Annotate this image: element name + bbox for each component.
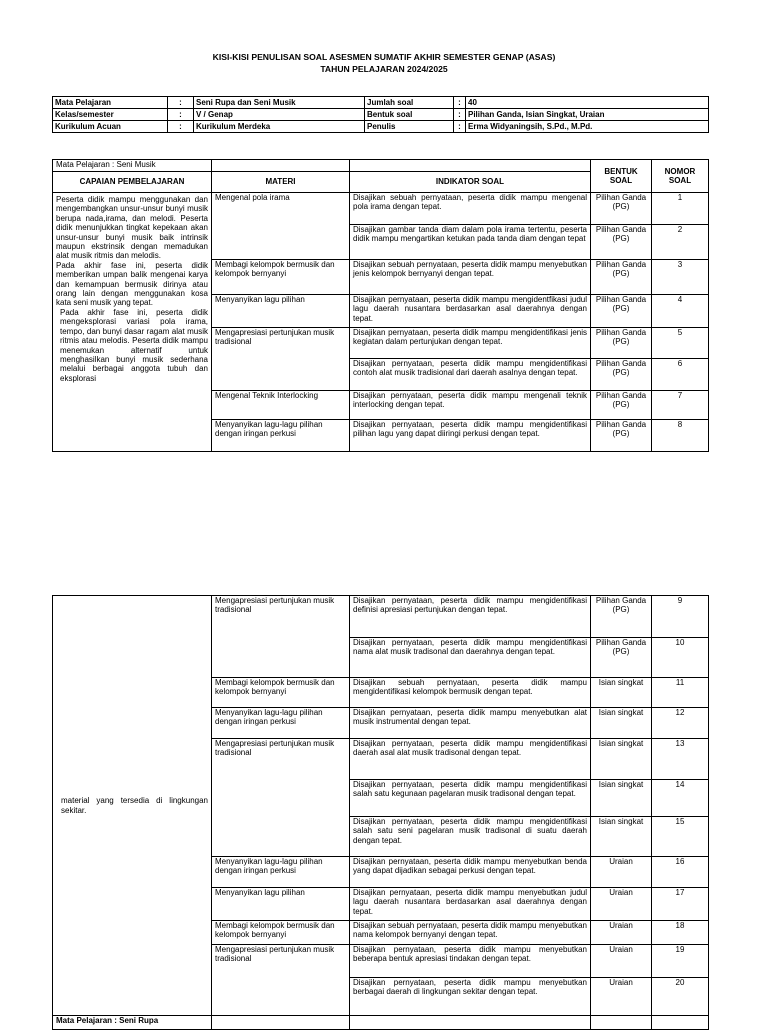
materi-cell: Menyanyikan lagu-lagu pilihan dengan iringan perkusi <box>212 420 350 452</box>
kisi-kisi-table-continued <box>52 595 709 1030</box>
nomor-cell: 20 <box>652 978 709 1016</box>
bentuk-cell: Isian singkat <box>591 780 652 817</box>
nomor-cell: 15 <box>652 817 709 857</box>
header-materi: MATERI <box>212 172 350 193</box>
materi-cell: Mengapresiasi pertunjukan musik tradisional <box>212 596 350 678</box>
info-label: Jumlah soal <box>365 97 454 109</box>
bentuk-cell: Pilihan Ganda (PG) <box>591 596 652 638</box>
nomor-cell: 13 <box>652 739 709 780</box>
materi-cell: Menyanyikan lagu pilihan <box>212 888 350 921</box>
indikator-cell: Disajikan pernyataan, peserta didik mampu menyebutkan alat musik instrumental dengan tepat. <box>350 708 591 739</box>
indikator-cell: Disajikan pernyataan, peserta didik mampu mengidentifikasi contoh alat musik tradisional dari daerah asalnya dengan tepat. <box>350 359 591 391</box>
info-label: Penulis <box>365 121 454 133</box>
materi-cell: Mengapresiasi pertunjukan musik tradisional <box>212 945 350 1016</box>
bentuk-cell: Uraian <box>591 978 652 1016</box>
info-value: Kurikulum Merdeka <box>194 121 365 133</box>
bentuk-cell: Uraian <box>591 945 652 978</box>
indikator-cell: Disajikan pernyataan, peserta didik mampu mengidentifikasi nama alat musik tradisonal dan daerahnya dengan tepat. <box>350 638 591 678</box>
nomor-cell: 16 <box>652 857 709 888</box>
indikator-cell: Disajikan pernyataan, peserta didik mampu menyebutkan beberapa bentuk apresiasi tindakan dengan tepat. <box>350 945 591 978</box>
bentuk-cell: Pilihan Ganda (PG) <box>591 638 652 678</box>
bentuk-cell: Uraian <box>591 857 652 888</box>
info-row <box>53 121 709 133</box>
bentuk-cell: Isian singkat <box>591 739 652 780</box>
materi-cell: Membagi kelompok bermusik dan kelompok bernyanyi <box>212 921 350 945</box>
info-table <box>52 96 709 133</box>
bentuk-cell: Isian singkat <box>591 678 652 708</box>
cp-paragraph: Peserta didik mampu menggunakan dan mengembangkan unsur-unsur bunyi musik berupa nada,irama, dan melodi. Peserta didik menunjukkan tingkat kepekaan akan unsur-unsur bunyi musik baik intrinsik maupun ekstrinsik dengan memadukan alat musik ritmis dan melodis. <box>56 195 208 261</box>
bentuk-cell: Uraian <box>591 921 652 945</box>
bentuk-cell: Isian singkat <box>591 817 652 857</box>
nomor-cell: 1 <box>652 193 709 225</box>
info-label: Kelas/semester <box>53 109 168 121</box>
nomor-cell: 4 <box>652 295 709 328</box>
info-value: Erma Widyaningsih, S.Pd., M.Pd. <box>466 121 709 133</box>
materi-cell: Mengapresiasi pertunjukan musik tradisional <box>212 739 350 857</box>
nomor-cell: 14 <box>652 780 709 817</box>
indikator-cell: Disajikan pernyataan, peserta didik mampu mengenali teknik interlocking dengan tepat. <box>350 391 591 420</box>
colon: : <box>168 97 194 109</box>
colon: : <box>454 97 466 109</box>
materi-cell: Menyanyikan lagu-lagu pilihan dengan iringan perkusi <box>212 708 350 739</box>
capaian-cell <box>53 193 212 452</box>
materi-cell: Membagi kelompok bermusik dan kelompok bernyanyi <box>212 260 350 295</box>
info-label: Mata Pelajaran <box>53 97 168 109</box>
indikator-cell: Disajikan pernyataan, peserta didik mampu menyebutkan berbagai daerah di lingkungan sekitar dengan tepat. <box>350 978 591 1016</box>
bentuk-cell: Pilihan Ganda (PG) <box>591 193 652 225</box>
info-value: Pilihan Ganda, Isian Singkat, Uraian <box>466 109 709 121</box>
nomor-cell: 17 <box>652 888 709 921</box>
indikator-cell: Disajikan sebuah pernyataan, peserta didik mampu mengenal pola irama dengan tepat. <box>350 193 591 225</box>
info-value: Seni Rupa dan Seni Musik <box>194 97 365 109</box>
info-value: 40 <box>466 97 709 109</box>
subject-row <box>53 1016 709 1030</box>
header-bentuk: BENTUK SOAL <box>591 160 652 193</box>
bentuk-cell: Uraian <box>591 888 652 921</box>
colon: : <box>168 109 194 121</box>
bentuk-cell: Pilihan Ganda (PG) <box>591 260 652 295</box>
cp-paragraph: Pada akhir fase ini, peserta didik memberikan umpan balik mengenai karya dan kemampuan bermusik dirinya atau orang lain dengan menggunakan kosa kata seni musik yang tepat. <box>56 260 208 308</box>
nomor-cell: 7 <box>652 391 709 420</box>
table-row <box>53 193 709 225</box>
indikator-cell: Disajikan pernyataan, peserta didik mampu mengidentifikasi pilihan lagu yang dapat diiringi perkusi dengan tepat. <box>350 420 591 452</box>
bentuk-cell: Isian singkat <box>591 708 652 739</box>
table-row <box>53 596 709 638</box>
document-subtitle: TAHUN PELAJARAN 2024/2025 <box>320 64 448 74</box>
indikator-cell: Disajikan pernyataan, peserta didik mampu mengidentifikasi daerah asal alat musik tradisonal dengan tepat. <box>350 739 591 780</box>
indikator-cell: Disajikan pernyataan, peserta didik mampu menyebutkan judul lagu daerah nusantara berdasarkan asal daerahnya dengan tepat. <box>350 888 591 921</box>
indikator-cell: Disajikan pernyataan, peserta didik mampu mengidentifikasi salah satu kegunaan pagelaran musik tradisonal dengan tepat. <box>350 780 591 817</box>
materi-cell: Mengapresiasi pertunjukan musik tradisional <box>212 328 350 391</box>
indikator-cell: Disajikan sebuah pernyataan, peserta didik mampu mengidentifikasi kelompok bermusik dengan tepat. <box>350 678 591 708</box>
colon: : <box>454 121 466 133</box>
indikator-cell: Disajikan sebuah pernyataan, peserta didik mampu menyebutkan nama kelompok bernyanyi dengan tepat. <box>350 921 591 945</box>
subject-label: Mata Pelajaran : Seni Musik <box>53 160 212 172</box>
kisi-kisi-table <box>52 159 709 452</box>
cp-paragraph: material yang tersedia di lingkungan sekitar. <box>61 796 208 815</box>
bentuk-cell: Pilihan Ganda (PG) <box>591 328 652 359</box>
indikator-cell: Disajikan pernyataan, peserta didik mampu mengidentifikasi definisi apresiasi pertunjukan dengan tepat. <box>350 596 591 638</box>
info-row <box>53 97 709 109</box>
document-title: KISI-KISI PENULISAN SOAL ASESMEN SUMATIF AKHIR SEMESTER GENAP (ASAS) <box>212 52 556 62</box>
materi-cell: Menyanyikan lagu-lagu pilihan dengan iringan perkusi <box>212 857 350 888</box>
materi-cell: Mengenal pola irama <box>212 193 350 260</box>
indikator-cell: Disajikan sebuah pernyataan, peserta didik mampu menyebutkan jenis kelompok bernyanyi dengan tepat. <box>350 260 591 295</box>
nomor-cell: 9 <box>652 596 709 638</box>
materi-cell: Mengenal Teknik Interlocking <box>212 391 350 420</box>
bentuk-cell: Pilihan Ganda (PG) <box>591 295 652 328</box>
info-row <box>53 109 709 121</box>
indikator-cell: Disajikan pernyataan, peserta didik mampu mengidentfikasi judul lagu daerah nusantara berdasarkan asal daerahnya dengan tepat. <box>350 295 591 328</box>
info-label: Bentuk soal <box>365 109 454 121</box>
subject-row <box>53 160 709 172</box>
header-indikator: INDIKATOR SOAL <box>350 172 591 193</box>
nomor-cell: 10 <box>652 638 709 678</box>
capaian-cell <box>53 596 212 1016</box>
materi-cell: Menyanyikan lagu pilihan <box>212 295 350 328</box>
nomor-cell: 3 <box>652 260 709 295</box>
nomor-cell: 6 <box>652 359 709 391</box>
indikator-cell: Disajikan gambar tanda diam dalam pola irama tertentu, peserta didik mampu mengartikan ketukan pada tanda diam dengan tepat <box>350 225 591 260</box>
next-subject-label: Mata Pelajaran : Seni Rupa <box>53 1016 212 1030</box>
info-label: Kurikulum Acuan <box>53 121 168 133</box>
nomor-cell: 2 <box>652 225 709 260</box>
nomor-cell: 18 <box>652 921 709 945</box>
bentuk-cell: Pilihan Ganda (PG) <box>591 225 652 260</box>
nomor-cell: 11 <box>652 678 709 708</box>
colon: : <box>454 109 466 121</box>
header-cp: CAPAIAN PEMBELAJARAN <box>53 172 212 193</box>
bentuk-cell: Pilihan Ganda (PG) <box>591 391 652 420</box>
indikator-cell: Disajikan pernyataan, peserta didik mampu mengidentifikasi jenis kegiatan dalam pertunjukan dengan tepat. <box>350 328 591 359</box>
materi-cell: Membagi kelompok bermusik dan kelompok bernyanyi <box>212 678 350 708</box>
nomor-cell: 5 <box>652 328 709 359</box>
bentuk-cell: Pilihan Ganda (PG) <box>591 359 652 391</box>
header-nomor: NOMOR SOAL <box>652 160 709 193</box>
info-value: V / Genap <box>194 109 365 121</box>
colon: : <box>168 121 194 133</box>
indikator-cell: Disajikan pernyataan, peserta didik mampu menyebutkan benda yang dapat dijadikan sebagai perkusi dengan tepat. <box>350 857 591 888</box>
nomor-cell: 19 <box>652 945 709 978</box>
nomor-cell: 12 <box>652 708 709 739</box>
indikator-cell: Disajikan pernyataan, peserta didik mampu mengidentifikasi salah satu seni pagelaran musik tradisonal di suatu daerah dengan tepat. <box>350 817 591 857</box>
bentuk-cell: Pilihan Ganda (PG) <box>591 420 652 452</box>
nomor-cell: 8 <box>652 420 709 452</box>
cp-paragraph: Pada akhir fase ini, peserta didik mengeksplorasi variasi pola irama, tempo, dan bunyi dasar ragam alat musik ritmis atau melodis. Peserta didik mampu menemukan alternatif untuk menghasilkan bunyi musik sederhana melalui berbagai anggota tubuh dan eksplorasi <box>60 307 208 383</box>
